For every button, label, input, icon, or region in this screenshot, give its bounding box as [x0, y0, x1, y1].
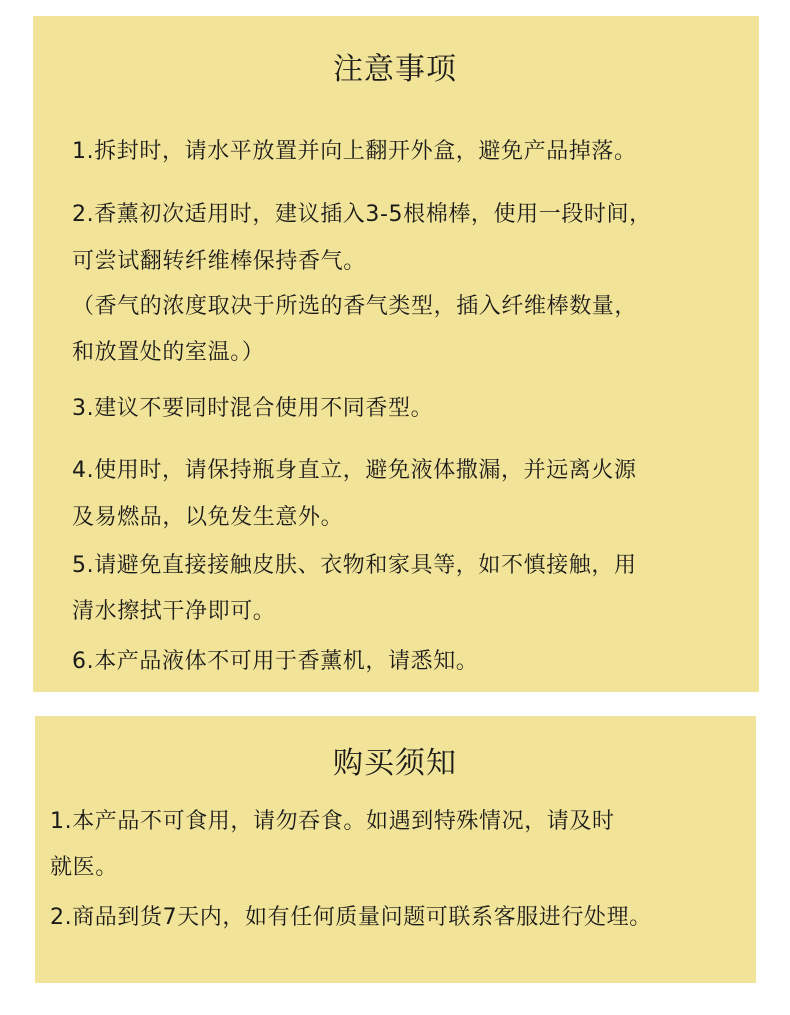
notice-item-4-line-1: 4.使用时，请保持瓶身直立，避免液体撒漏，并远离火源 [72, 458, 637, 483]
notice-item-5-line-2: 清水擦拭干净即可。 [72, 599, 276, 624]
notice-item-1-line-1: 1.拆封时，请水平放置并向上翻开外盒，避免产品掉落。 [72, 139, 637, 164]
notice-item-4-line-2: 及易燃品，以免发生意外。 [72, 505, 344, 530]
notice-item-5-line-1: 5.请避免直接接触皮肤、衣物和家具等，如不慎接触，用 [72, 553, 637, 578]
notice-item-6-line-1: 6.本产品液体不可用于香薰机，请悉知。 [72, 649, 479, 674]
purchase-item-2-line-1: 2.商品到货7天内，如有任何质量问题可联系客服进行处理。 [50, 905, 652, 930]
purchase-title: 购买须知 [333, 746, 457, 781]
notice-title: 注意事项 [333, 52, 457, 87]
notice-item-2-line-3: （香气的浓度取决于所选的香气类型，插入纤维棒数量， [72, 294, 638, 319]
notice-item-3-line-1: 3.建议不要同时混合使用不同香型。 [72, 396, 434, 421]
notice-item-2-line-2: 可尝试翻转纤维棒保持香气。 [72, 249, 366, 274]
purchase-item-1-line-1: 1.本产品不可食用，请勿吞食。如遇到特殊情况，请及时 [50, 809, 615, 834]
notice-item-2-line-1: 2.香薰初次适用时，建议插入3-5根棉棒，使用一段时间， [72, 202, 652, 227]
notice-item-2-line-4: 和放置处的室温。） [72, 340, 265, 365]
purchase-item-1-line-2: 就医。 [50, 855, 118, 880]
